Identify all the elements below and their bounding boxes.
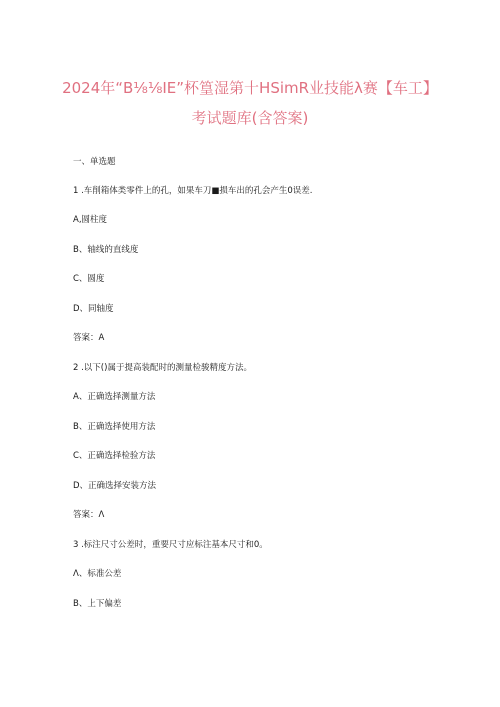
- question-1-option-c: C、圆度: [73, 274, 105, 284]
- question-1-answer: 答案：A: [73, 333, 105, 343]
- question-1-stem: 1 .车削箱体类零件上的孔，如果车刀■损车出的孔会产生0误差.: [73, 186, 313, 196]
- question-1-option-b: B、轴线的直线度: [73, 245, 139, 255]
- question-2-option-a: A、正确选择测量方法: [73, 392, 156, 402]
- title-line-1: 2024年“B⅛⅛IE”杯篁湿第十HSimR业技能λ赛【车工】: [62, 79, 438, 97]
- question-2-answer: 答案：Λ: [73, 510, 105, 520]
- question-3-stem: 3 .标注尺寸公差时，重要尺寸应标注基本尺寸和0。: [73, 540, 268, 550]
- question-3-option-b: B、上下偏差: [73, 599, 122, 609]
- question-2-option-b: B、正确选择使用方法: [73, 422, 156, 432]
- question-2-option-c: C、正确选择检验方法: [73, 451, 156, 461]
- title-line-2: 考试题库(含答案): [191, 109, 309, 127]
- question-2-stem: 2 .以下()属于提高装配时的测量检骏精度方法。: [73, 363, 252, 373]
- question-2-option-d: D、正确选择安装方法: [73, 481, 157, 491]
- question-1-option-a: A,圆柱度: [73, 215, 108, 225]
- question-3-option-a: Λ、标准公差: [73, 569, 122, 579]
- section-heading: 一、单选题: [73, 157, 116, 167]
- question-1-option-d: D、同轴度: [73, 304, 114, 314]
